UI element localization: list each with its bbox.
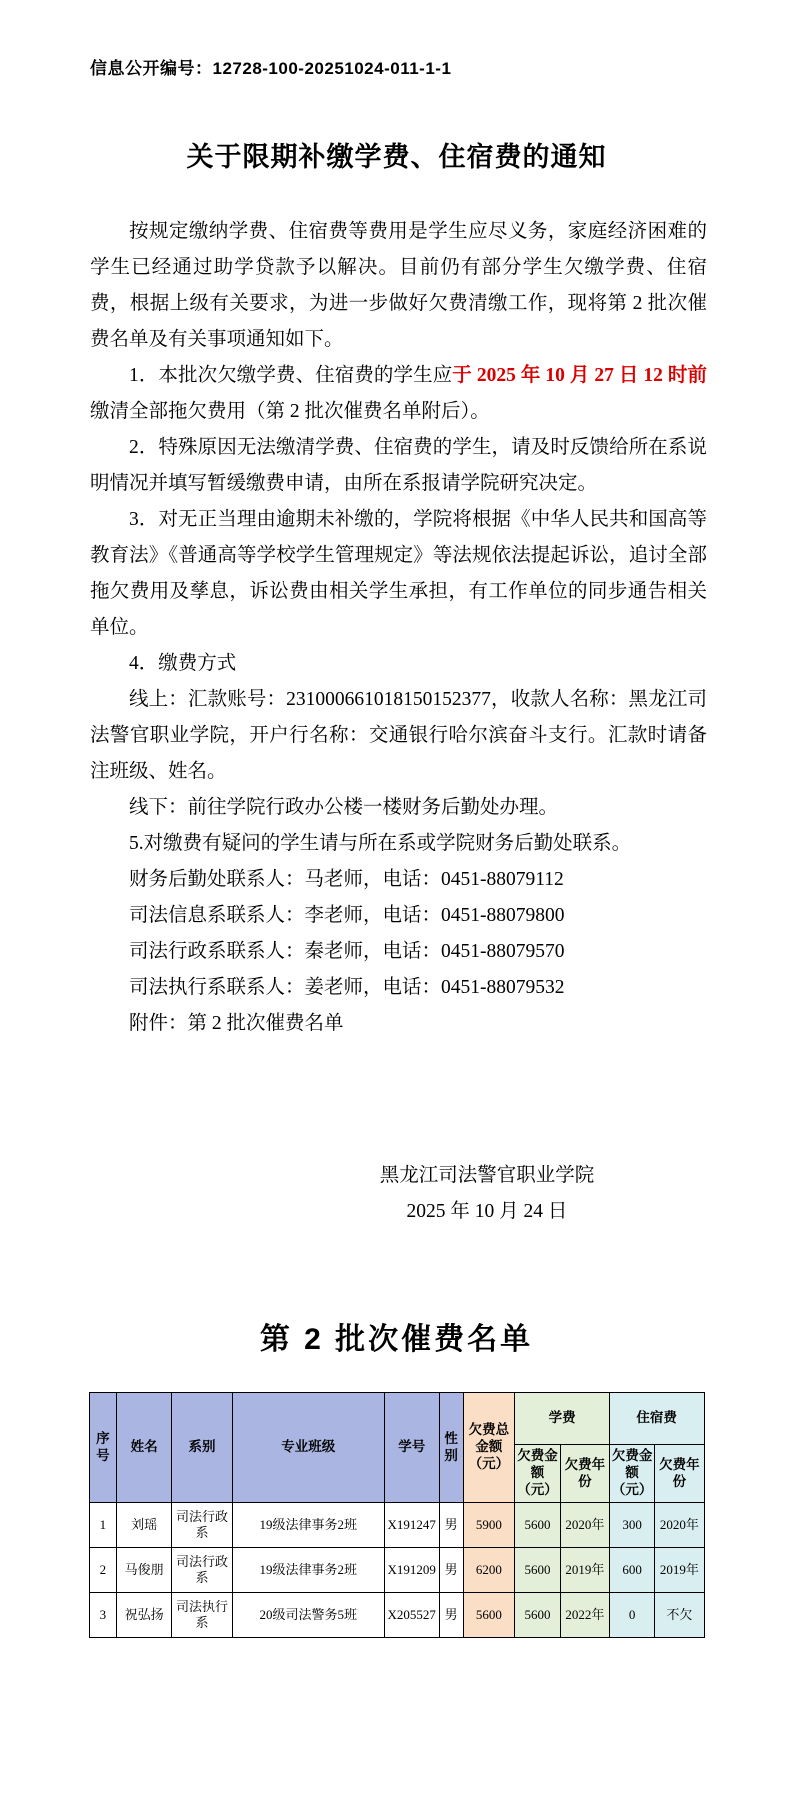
cell-total-arrears: 5600	[463, 1593, 515, 1638]
cell-tuition-year: 2019年	[560, 1548, 609, 1593]
item-1-deadline: 于 2025 年 10 月 27 日 12 时前	[452, 365, 707, 386]
attachment-line: 附件：第 2 批次催费名单	[129, 1013, 344, 1034]
col-header-gender: 性别	[439, 1393, 463, 1503]
intro-paragraph: 按规定缴纳学费、住宿费等费用是学生应尽义务，家庭经济困难的学生已经通过助学贷款予以解决。目前仍有部分学生欠缴学费、住宿费，根据上级有关要求，为进一步做好欠费清缴工作，现将第 2 批次催费名单及有关事项通知如下。	[90, 221, 707, 350]
cell-dorm-year: 不欠	[655, 1593, 704, 1638]
item-3-paragraph: 3．对无正当理由逾期未补缴的，学院将根据《中华人民共和国高等教育法》《普通高等学校学生管理规定》等法规依法提起诉讼，追讨全部拖欠费用及孳息，诉讼费由相关学生承担，有工作单位的同步通告相关单位。	[90, 509, 707, 638]
cell-student-id: X205527	[384, 1593, 439, 1638]
cell-student-id: X191209	[384, 1548, 439, 1593]
cell-dorm-year: 2019年	[655, 1548, 704, 1593]
contact-finance: 财务后勤处联系人：马老师，电话：0451-88079112	[129, 869, 564, 890]
cell-gender: 男	[439, 1503, 463, 1548]
cell-class: 19级法律事务2班	[232, 1503, 384, 1548]
cell-gender: 男	[439, 1548, 463, 1593]
cell-tuition-year: 2022年	[560, 1593, 609, 1638]
item-1-pre: 1．本批次欠缴学费、住宿费的学生应	[129, 365, 453, 386]
col-header-dorm-year: 欠费年份	[655, 1445, 704, 1503]
cell-class: 20级司法警务5班	[232, 1593, 384, 1638]
cell-name: 刘瑶	[117, 1503, 172, 1548]
signature-org: 黑龙江司法警官职业学院	[379, 1165, 595, 1186]
item-5-paragraph: 5.对缴费有疑问的学生请与所在系或学院财务后勤处联系。	[129, 833, 632, 854]
cell-tuition-year: 2020年	[560, 1503, 609, 1548]
cell-total-arrears: 6200	[463, 1548, 515, 1593]
cell-total-arrears: 5900	[463, 1503, 515, 1548]
cell-no: 1	[89, 1503, 117, 1548]
info-disclosure-code: 信息公开编号：12728-100-20251024-011-1-1	[90, 59, 452, 78]
cell-dorm-amount: 300	[609, 1503, 655, 1548]
signature-date: 2025 年 10 月 24 日	[406, 1201, 568, 1222]
contact-judicial-exec: 司法执行系联系人：姜老师，电话：0451-88079532	[129, 977, 565, 998]
group-header-dorm: 住宿费	[609, 1393, 704, 1445]
roster-title: 第 2 批次催费名单	[259, 1323, 534, 1356]
item-2-paragraph: 2．特殊原因无法缴清学费、住宿费的学生，请及时反馈给所在系说明情况并填写暂缓缴费申请，由所在系报请学院研究决定。	[90, 437, 707, 494]
arrears-roster-table	[89, 1392, 705, 1638]
table-row	[89, 1503, 704, 1548]
contact-judicial-info: 司法信息系联系人：李老师，电话：0451-88079800	[129, 905, 565, 926]
item-4-paragraph: 4．缴费方式	[129, 653, 237, 674]
cell-dept: 司法行政系	[172, 1548, 233, 1593]
cell-dorm-amount: 0	[609, 1593, 655, 1638]
item-1-post: 缴清全部拖欠费用（第 2 批次催费名单附后）。	[90, 401, 490, 422]
pay-offline-paragraph: 线下：前往学院行政办公楼一楼财务后勤处办理。	[129, 797, 559, 818]
cell-dorm-amount: 600	[609, 1548, 655, 1593]
cell-dept: 司法行政系	[172, 1503, 233, 1548]
signature-block	[332, 1158, 642, 1230]
table-row	[89, 1548, 704, 1593]
notice-title: 关于限期补缴学费、住宿费的通知	[186, 142, 607, 172]
cell-dorm-year: 2020年	[655, 1503, 704, 1548]
header-row-groups	[89, 1393, 704, 1445]
cell-name: 祝弘扬	[117, 1593, 172, 1638]
item-1-paragraph	[90, 358, 707, 430]
col-header-tuition-amount: 欠费金额（元）	[515, 1445, 561, 1503]
table-row	[89, 1593, 704, 1638]
cell-gender: 男	[439, 1593, 463, 1638]
cell-no: 3	[89, 1593, 117, 1638]
col-header-dorm-amount: 欠费金额（元）	[609, 1445, 655, 1503]
col-header-dept: 系别	[172, 1393, 233, 1503]
col-header-student-id: 学号	[384, 1393, 439, 1503]
cell-dept: 司法执行系	[172, 1593, 233, 1638]
cell-tuition-amount: 5600	[515, 1503, 561, 1548]
contact-judicial-admin: 司法行政系联系人：秦老师，电话：0451-88079570	[129, 941, 565, 962]
col-header-total-arrears: 欠费总金额（元）	[463, 1393, 515, 1503]
col-header-no: 序号	[89, 1393, 117, 1503]
pay-online-paragraph: 线上：汇款账号：231000661018150152377，收款人名称：黑龙江司法警官职业学院，开户行名称：交通银行哈尔滨奋斗支行。汇款时请备注班级、姓名。	[90, 689, 707, 782]
cell-student-id: X191247	[384, 1503, 439, 1548]
col-header-tuition-year: 欠费年份	[560, 1445, 609, 1503]
cell-name: 马俊朋	[117, 1548, 172, 1593]
cell-no: 2	[89, 1548, 117, 1593]
notice-body	[90, 214, 707, 1042]
cell-tuition-amount: 5600	[515, 1548, 561, 1593]
cell-class: 19级法律事务2班	[232, 1548, 384, 1593]
group-header-tuition: 学费	[515, 1393, 610, 1445]
cell-tuition-amount: 5600	[515, 1593, 561, 1638]
col-header-class: 专业班级	[232, 1393, 384, 1503]
col-header-name: 姓名	[117, 1393, 172, 1503]
